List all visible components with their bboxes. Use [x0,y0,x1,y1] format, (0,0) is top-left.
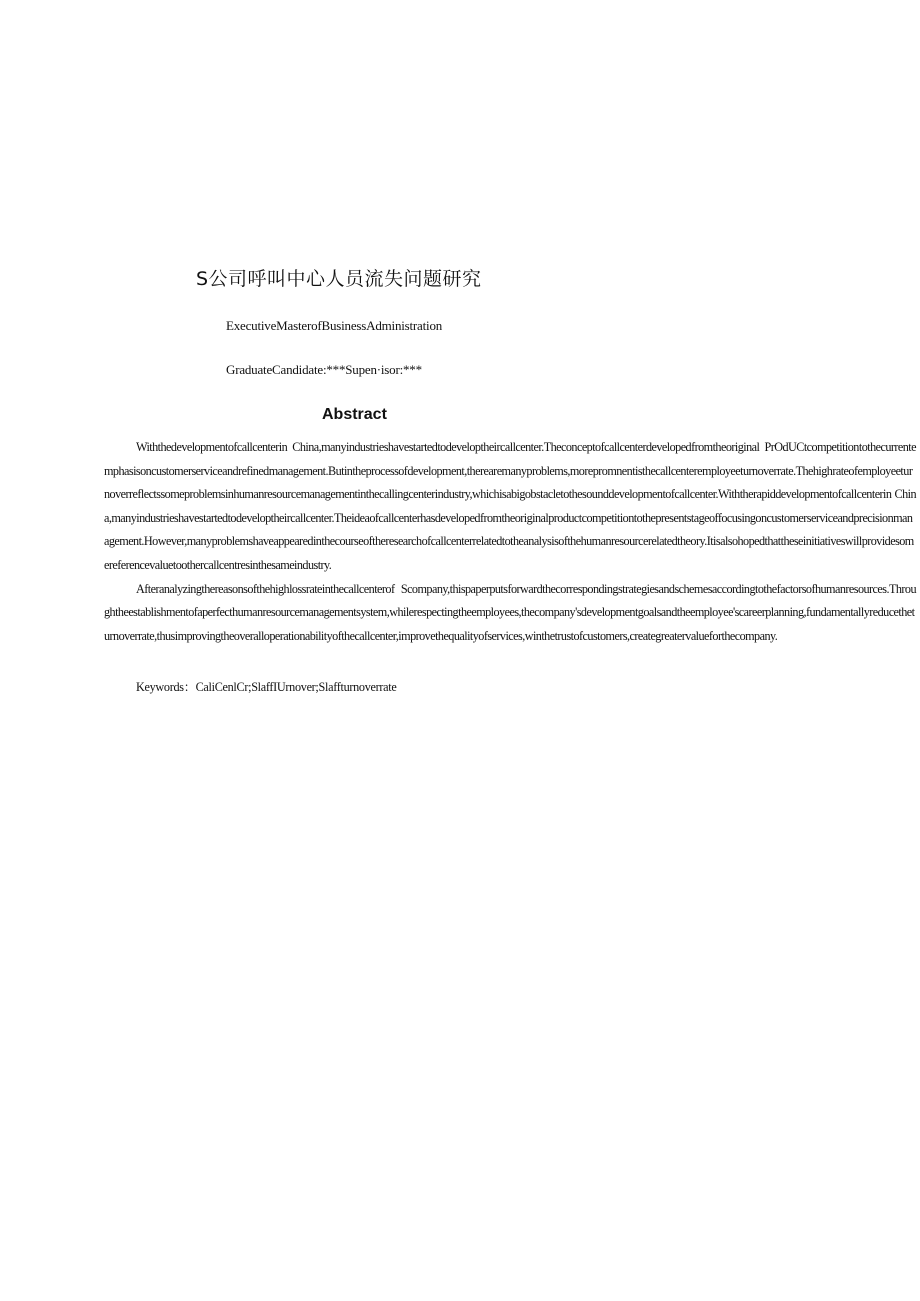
abstract-paragraph-2: Afteranalyzingthereasonsofthehighlossrateinthecallcenterof Scompany,thispaperputsforwardthecorrespondingstrategiesandschemesaccordingtothefactorsofhumanresources.Throughtheestablishmentofaperfecthumanresourcemanagementsystem,whilerespectingtheemployees,thecompany'sdevelopmentgoalsandtheemployee'scareerplanning,fundamentallyreducetheturnoverrate,thusimprovingtheoveralloperationabilityofthecallcenter,improvethequalityofservices,winthetrustofcustomers,creategreatervalueforthecompany. [104,581,916,643]
degree-line: ExecutiveMasterofBusinessAdministration [226,318,443,333]
abstract-body [104,436,916,700]
keywords-line [104,676,916,700]
abstract-paragraph-1: Withthedevelopmentofcallcenterin China,manyindustrieshavestartedtodeveloptheircallcenter.Theconceptofcallcenterdevelopedfromtheoriginal PrOdUCtcompetitiontothecurrentemphasisoncustomerserviceandrefinedmanagement.Butintheprocessofdevelopment,therearemanyproblems,morepromnentisthecallcenteremployeeturnoverrate.Thehighrateofemployeeturnoverreflectssomeproblemsinhumanresourcemanagementinthecallingcenterindustry,whichisabigobstacletothesounddevelopmentofcallcenter.Withtherapiddevelopmentofcallcenterin China,manyindustrieshavestartedtodeveloptheircallcenter.Theideaofcallcenterhasdevelopedfromtheoriginalproductcompetitiontothepresentstageoffocusingoncustomerserviceandprecisionmanagement.However,manyproblemshaveappearedinthecourseoftheresearchofcallcenterrelatedtotheanalysisofthehumanresourcerelatedtheory.Itisalsohopedthattheseinitiativeswillprovidesomereferencevaluetoothercallcentresinthesameindustry. [104,440,916,572]
thesis-title-chinese: S公司呼叫中心人员流失问题研究 [196,268,482,290]
keywords-value: CaliCenlCr;SlaffIUrnover;Slaffturnoverrate [195,680,397,695]
abstract-heading: Abstract [322,406,387,423]
candidate-supervisor-line: GraduateCandidate:***Supen·isor:*** [226,362,422,377]
keywords-label: Keywords： [136,680,196,695]
